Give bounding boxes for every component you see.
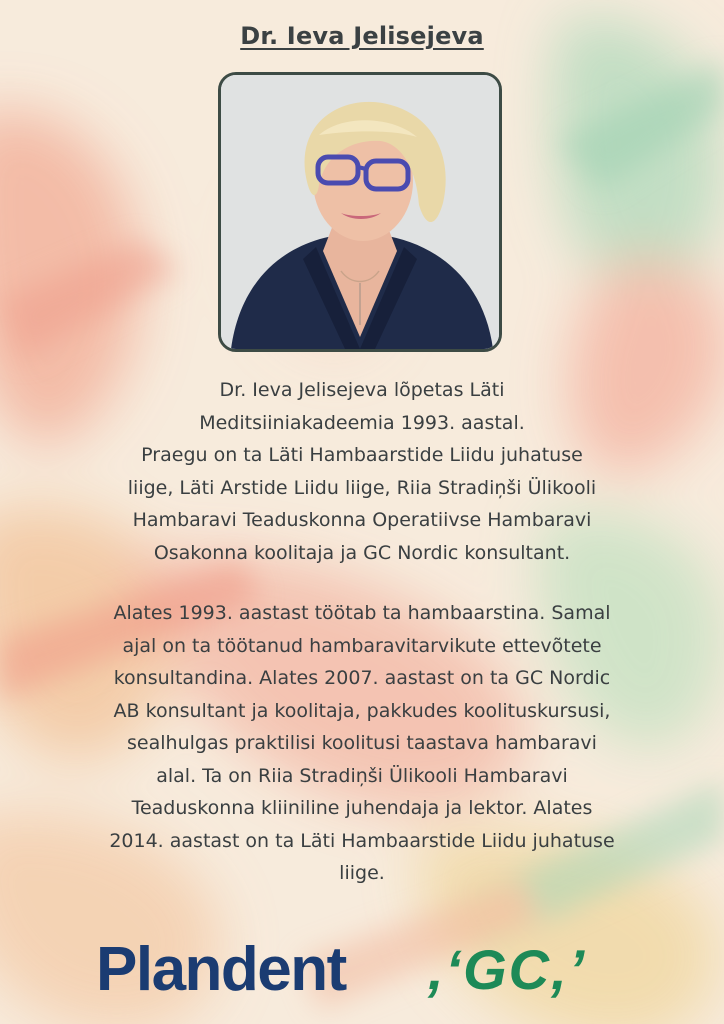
bio-line: Meditsiiniakadeemia 1993. aastal.	[199, 411, 525, 434]
gc-logo: ,‘GC,’	[428, 938, 587, 1001]
bio-line: Alates 1993. aastast töötab ta hambaarstina. Samal	[113, 602, 611, 624]
bio-line: AB konsultant ja koolitaja, pakkudes koolituskursusi,	[113, 699, 611, 722]
bio-line: liige.	[339, 862, 385, 884]
bio-line: 2014. aastast on ta Läti Hambaarstide Liidu juhatuse	[109, 829, 615, 852]
bio-line: liige, Läti Arstide Liidu liige, Riia Stradiņši Ülikooli	[127, 476, 597, 499]
bio-line: Praegu on ta Läti Hambaarstide Liidu juhatuse	[141, 444, 583, 466]
bio-line: konsultandina. Alates 2007. aastast on ta GC Nordic	[113, 667, 611, 689]
bio-paragraph-career	[28, 597, 696, 890]
bio-line: ajal on ta töötanud hambaravitarvikute ettevõtete	[122, 634, 602, 657]
portrait-photo	[218, 72, 502, 352]
bio-line: alal. Ta on Riia Stradiņši Ülikooli Hambaravi	[156, 764, 568, 787]
bio-line: sealhulgas praktilisi koolitusi taastava hambaravi	[127, 732, 597, 754]
bio-line: Teaduskonna kliiniline juhendaja ja lektor. Alates	[131, 797, 593, 819]
bio-line: Osakonna koolitaja ja GC Nordic konsultant.	[153, 541, 571, 564]
page-title: Dr. Ieva Jelisejeva	[240, 22, 484, 50]
bio-line: Hambaravi Teaduskonna Operatiivse Hambaravi	[132, 509, 592, 531]
sponsor-logos	[0, 930, 724, 1010]
bio-paragraph-education	[28, 374, 696, 569]
bio-line: Dr. Ieva Jelisejeva lõpetas Läti	[219, 379, 505, 401]
plandent-logo: Plandent	[96, 935, 346, 1004]
